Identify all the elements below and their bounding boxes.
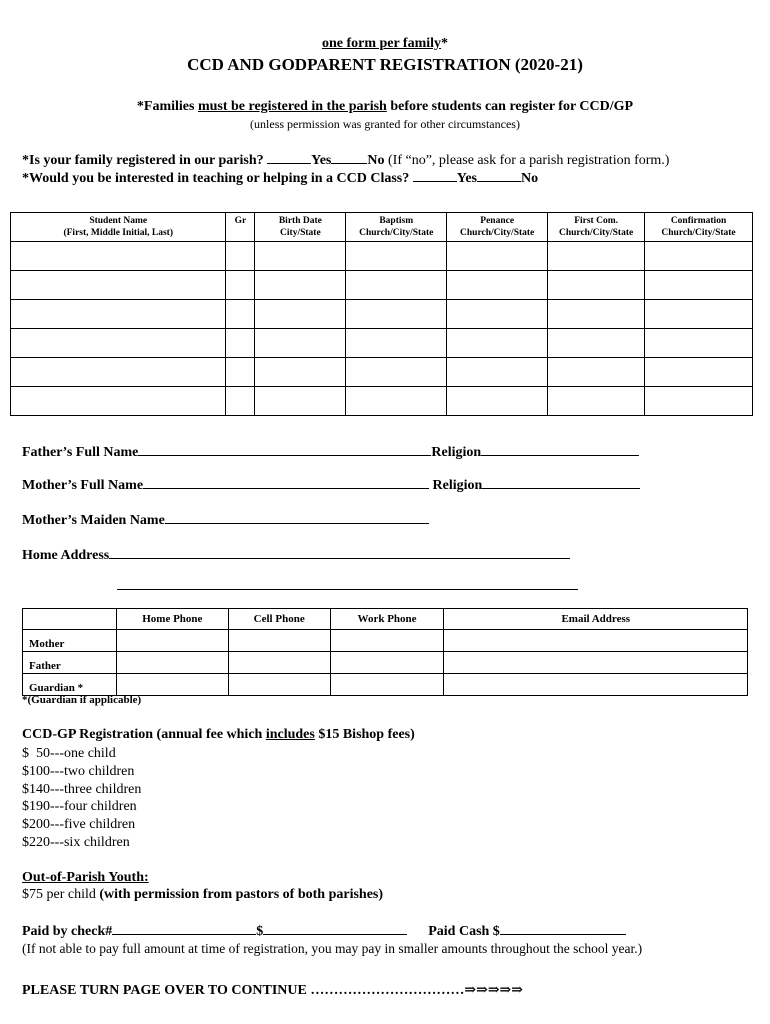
- cell-input[interactable]: [11, 300, 226, 329]
- cell-input[interactable]: [255, 242, 346, 271]
- q2-label: *Would you be interested in teaching or helping in a CCD Class?: [22, 171, 410, 186]
- header-penance: Penance Church/City/State: [447, 213, 548, 242]
- header-grade: Gr: [226, 213, 255, 242]
- page-title: CCD AND GODPARENT REGISTRATION (2020-21): [187, 55, 583, 74]
- father-name-label: Father’s Full Name: [22, 445, 139, 460]
- fee-item: $ 50---one child: [22, 746, 116, 761]
- cell-input[interactable]: [116, 674, 228, 696]
- cash-label: Paid Cash $: [428, 924, 500, 939]
- cell-input[interactable]: [330, 674, 444, 696]
- check-number-field[interactable]: [112, 922, 256, 935]
- out-of-parish-condition: (with permission from pastors of both parishes): [99, 887, 384, 902]
- cell-input[interactable]: [548, 329, 645, 358]
- out-of-parish-heading: Out-of-Parish Youth:: [22, 870, 149, 885]
- cell-input[interactable]: [226, 271, 255, 300]
- father-name-field[interactable]: [138, 443, 431, 456]
- cell-input[interactable]: [548, 242, 645, 271]
- cell-input[interactable]: [228, 652, 330, 674]
- students-header-row: [11, 213, 753, 242]
- mother-name-field[interactable]: [143, 476, 429, 489]
- question-teaching: [22, 169, 538, 187]
- students-table: [10, 212, 753, 416]
- cell-input[interactable]: [645, 300, 753, 329]
- cell-input[interactable]: [346, 300, 447, 329]
- row-label-mother: Mother: [23, 630, 117, 652]
- q2-yes-blank[interactable]: [413, 169, 457, 182]
- header-student-name: Student Name (First, Middle Initial, Last): [11, 213, 226, 242]
- cell-input[interactable]: [226, 387, 255, 416]
- q1-no-blank[interactable]: [331, 151, 367, 164]
- payment-row: [22, 922, 626, 940]
- q1-yes-blank[interactable]: [267, 151, 311, 164]
- fees-heading-pre: CCD-GP Registration (annual fee which: [22, 727, 266, 742]
- q1-no: No: [367, 153, 385, 168]
- cell-input[interactable]: [447, 242, 548, 271]
- header-cell-phone: Cell Phone: [228, 609, 330, 630]
- header-baptism: Baptism Church/City/State: [346, 213, 447, 242]
- row-label-father: Father: [23, 652, 117, 674]
- cell-input[interactable]: [255, 300, 346, 329]
- header-confirmation: Confirmation Church/City/State: [645, 213, 753, 242]
- cell-input[interactable]: [116, 630, 228, 652]
- table-row: [11, 300, 753, 329]
- cell-input[interactable]: [346, 358, 447, 387]
- cell-input[interactable]: [330, 630, 444, 652]
- continue-footer: [22, 982, 523, 999]
- fees-heading-underlined: includes: [265, 727, 315, 742]
- mother-religion-field[interactable]: [482, 476, 640, 489]
- payment-note: (If not able to pay full amount at time of registration, you may pay in smaller amounts throughout the school year.): [22, 941, 643, 956]
- check-label: Paid by check#: [22, 924, 113, 939]
- cell-input[interactable]: [226, 329, 255, 358]
- cell-input[interactable]: [548, 358, 645, 387]
- fee-item: $100---two children: [22, 763, 135, 779]
- table-row: [11, 358, 753, 387]
- requirement-underlined: must be registered in the parish: [197, 99, 387, 114]
- cell-input[interactable]: [447, 271, 548, 300]
- check-amount-field[interactable]: [263, 922, 407, 935]
- row-label-guardian: Guardian *: [23, 674, 117, 696]
- q2-no: No: [521, 171, 539, 186]
- cell-input[interactable]: [11, 271, 226, 300]
- q2-no-blank[interactable]: [477, 169, 521, 182]
- maiden-name-label: Mother’s Maiden Name: [22, 513, 165, 528]
- header-email: Email Address: [444, 609, 748, 630]
- permission-note: (unless permission was granted for other circumstances): [250, 117, 520, 131]
- arrow-icon: ⇒⇒⇒⇒⇒: [464, 983, 524, 998]
- fees-heading-post: $15 Bishop fees): [314, 727, 415, 742]
- header-home-phone: Home Phone: [116, 609, 228, 630]
- cell-input[interactable]: [11, 329, 226, 358]
- out-of-parish-price: $75 per child: [22, 887, 100, 902]
- cell-input[interactable]: [447, 387, 548, 416]
- form-note-suffix: *: [441, 36, 449, 51]
- table-row: [23, 674, 748, 696]
- cell-input[interactable]: [444, 652, 748, 674]
- table-row: [11, 242, 753, 271]
- home-address-field[interactable]: [109, 546, 570, 559]
- mother-name-row: [22, 476, 640, 494]
- table-row: [11, 329, 753, 358]
- table-row: [23, 652, 748, 674]
- cell-input[interactable]: [255, 329, 346, 358]
- father-name-row: [22, 443, 639, 461]
- cell-input[interactable]: [226, 300, 255, 329]
- cell-input[interactable]: [645, 329, 753, 358]
- question-registered: [22, 151, 669, 169]
- cell-input[interactable]: [346, 242, 447, 271]
- cell-input[interactable]: [346, 329, 447, 358]
- cell-input[interactable]: [11, 358, 226, 387]
- fee-item: $220---six children: [22, 834, 130, 850]
- phones-table: [22, 608, 748, 696]
- cell-input[interactable]: [447, 329, 548, 358]
- cell-input[interactable]: [228, 630, 330, 652]
- mother-name-label: Mother’s Full Name: [22, 478, 144, 493]
- cash-amount-field[interactable]: [500, 922, 626, 935]
- fees-heading: [22, 727, 415, 743]
- cell-input[interactable]: [255, 387, 346, 416]
- cell-input[interactable]: [255, 358, 346, 387]
- mother-religion-label: Religion: [432, 478, 483, 493]
- q1-note: (If “no”, please ask for a parish registration form.): [388, 153, 670, 168]
- cell-input[interactable]: [346, 271, 447, 300]
- fee-list: [22, 745, 141, 852]
- cell-input[interactable]: [645, 358, 753, 387]
- header-birth-date: Birth Date City/State: [255, 213, 346, 242]
- cell-input[interactable]: [226, 242, 255, 271]
- guardian-footnote: *(Guardian if applicable): [22, 694, 142, 706]
- fee-item: $190---four children: [22, 799, 137, 815]
- table-row: [23, 630, 748, 652]
- cell-input[interactable]: [548, 271, 645, 300]
- father-religion-field[interactable]: [481, 443, 639, 456]
- home-address-label: Home Address: [22, 548, 110, 563]
- cell-input[interactable]: [645, 387, 753, 416]
- registration-requirement: [0, 99, 770, 115]
- cell-input[interactable]: [444, 674, 748, 696]
- phones-header-blank: [23, 609, 117, 630]
- table-row: [11, 387, 753, 416]
- cell-input[interactable]: [444, 630, 748, 652]
- cell-input[interactable]: [11, 387, 226, 416]
- out-of-parish-text: [22, 887, 383, 903]
- maiden-name-field[interactable]: [165, 511, 429, 524]
- cell-input[interactable]: [116, 652, 228, 674]
- cell-input[interactable]: [330, 652, 444, 674]
- q1-label: *Is your family registered in our parish?: [22, 153, 264, 168]
- check-dollar-sign: $: [256, 924, 264, 939]
- header-work-phone: Work Phone: [330, 609, 444, 630]
- cell-input[interactable]: [228, 674, 330, 696]
- cell-input[interactable]: [226, 358, 255, 387]
- continue-text: PLEASE TURN PAGE OVER TO CONTINUE ……………………………: [22, 983, 465, 998]
- cell-input[interactable]: [548, 300, 645, 329]
- home-address-field-2[interactable]: [117, 577, 578, 590]
- home-address-row: [22, 546, 570, 564]
- requirement-pre: *Families: [136, 99, 198, 114]
- maiden-name-row: [22, 511, 429, 529]
- form-note-text: one form per family: [321, 36, 442, 51]
- q1-yes: Yes: [311, 153, 332, 168]
- cell-input[interactable]: [447, 358, 548, 387]
- cell-input[interactable]: [11, 242, 226, 271]
- form-note: [0, 36, 770, 52]
- fee-item: $140---three children: [22, 781, 142, 797]
- cell-input[interactable]: [255, 271, 346, 300]
- header-first-communion: First Com. Church/City/State: [548, 213, 645, 242]
- requirement-post: before students can register for CCD/GP: [386, 99, 634, 114]
- cell-input[interactable]: [346, 387, 447, 416]
- cell-input[interactable]: [645, 242, 753, 271]
- cell-input[interactable]: [645, 271, 753, 300]
- q2-yes: Yes: [456, 171, 477, 186]
- phones-header-row: [23, 609, 748, 630]
- father-religion-label: Religion: [431, 445, 482, 460]
- table-row: [11, 271, 753, 300]
- cell-input[interactable]: [447, 300, 548, 329]
- fee-item: $200---five children: [22, 817, 136, 833]
- cell-input[interactable]: [548, 387, 645, 416]
